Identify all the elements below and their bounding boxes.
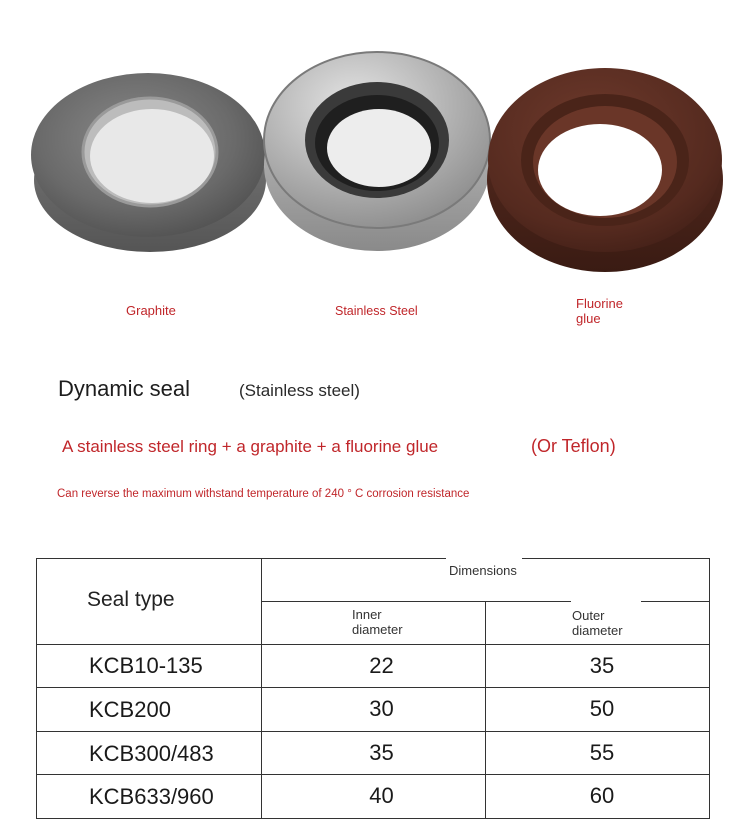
row-3-seal-type: KCB300/483 xyxy=(89,741,214,766)
row-1-inner-diameter: 22 xyxy=(369,653,394,678)
row-4-seal-type: KCB633/960 xyxy=(89,784,214,809)
row-1-outer-diameter: 35 xyxy=(589,653,615,678)
page-title: Dynamic seal xyxy=(58,376,191,401)
caption-stainless-steel: Stainless Steel xyxy=(335,304,418,318)
graphite-seal-image xyxy=(31,73,266,252)
seal-spec-table xyxy=(36,558,710,819)
row-1-seal-type: KCB10-135 xyxy=(89,653,203,678)
header-outer-diameter: Outer diameter xyxy=(572,608,623,638)
row-3-inner-diameter: 35 xyxy=(369,740,394,765)
stainless-steel-seal-image xyxy=(264,52,490,251)
caption-graphite: Graphite xyxy=(126,303,176,318)
row-4-outer-diameter: 60 xyxy=(589,783,615,808)
row-4-inner-diameter: 40 xyxy=(369,783,394,808)
row-3-outer-diameter: 55 xyxy=(589,740,615,765)
page-subtitle: (Stainless steel) xyxy=(239,381,360,400)
row-2-outer-diameter: 50 xyxy=(589,696,615,721)
temperature-note: Can reverse the maximum withstand temperature of 240 ° C corrosion resistance xyxy=(57,488,470,500)
row-2-seal-type: KCB200 xyxy=(89,697,171,722)
fluorine-glue-seal-image xyxy=(487,68,723,272)
header-seal-type: Seal type xyxy=(87,588,175,611)
row-2-inner-diameter: 30 xyxy=(369,696,394,721)
composition-text: A stainless steel ring + a graphite + a fluorine glue xyxy=(62,437,439,456)
product-photos xyxy=(0,40,750,290)
alternative-material-text: (Or Teflon) xyxy=(531,436,616,456)
header-dimensions: Dimensions xyxy=(449,563,517,578)
caption-fluorine-glue: Fluorine glue xyxy=(576,296,623,326)
header-inner-diameter: Inner diameter xyxy=(352,607,403,637)
